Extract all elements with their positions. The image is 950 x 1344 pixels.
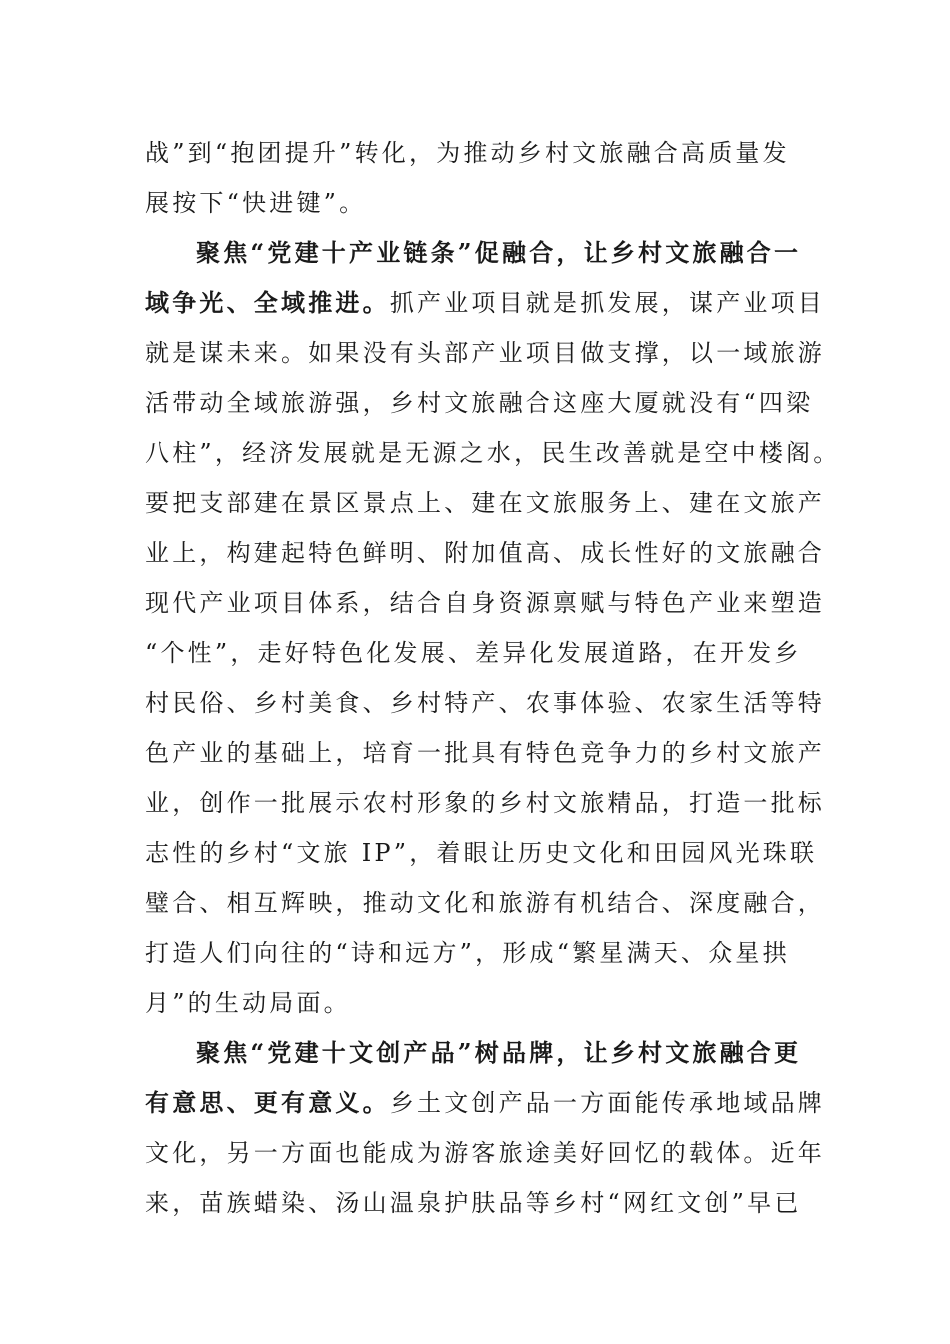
line-text: 战”到“抱团提升”转化，为推动乡村文旅融合高质量发 <box>145 139 790 167</box>
section-heading-line <box>145 228 805 278</box>
line-text: 业，创作一批展示农村形象的乡村文旅精品，打造一批标 <box>145 789 825 817</box>
line-text: 展按下“快进键”。 <box>145 189 367 217</box>
text-line <box>145 528 825 578</box>
section-heading: 有意思、更有意义。 <box>145 1088 390 1117</box>
text-line <box>145 278 826 328</box>
line-text: 活带动全域旅游强，乡村文旅融合这座大厦就没有“四梁 <box>145 389 814 417</box>
line-text: 月”的生动局面。 <box>145 989 351 1017</box>
text-line <box>145 478 825 528</box>
line-text: 乡土文创产品一方面能传承地域品牌 <box>389 1089 826 1117</box>
line-text: 色产业的基础上，培育一批具有特色竞争力的乡村文旅产 <box>145 739 825 767</box>
line-text: 业上，构建起特色鲜明、附加值高、成长性好的文旅融合 <box>145 539 825 567</box>
section-heading: 域争光、全域推进。 <box>145 288 390 317</box>
text-line <box>145 728 825 778</box>
text-line <box>145 378 814 428</box>
text-line <box>145 1128 825 1178</box>
line-text: 就是谋未来。如果没有头部产业项目做支撑，以一域旅游 <box>145 339 825 367</box>
line-text: 村民俗、乡村美食、乡村特产、农事体验、农家生活等特 <box>145 689 825 717</box>
line-text: 八柱”，经济发展就是无源之水，民生改善就是空中楼阁。 <box>145 439 841 467</box>
text-line <box>145 428 841 478</box>
text-line <box>145 878 825 928</box>
line-text: 来，苗族蜡染、汤山温泉护肤品等乡村“网红文创”早已 <box>145 1189 802 1217</box>
text-line <box>145 328 825 378</box>
section-heading: 聚焦“党建十产业链条”促融合，让乡村文旅融合一 <box>196 238 802 267</box>
text-line <box>145 178 805 228</box>
section-heading-line <box>145 1028 805 1078</box>
text-line <box>145 128 805 178</box>
text-line <box>145 1078 826 1128</box>
text-line <box>145 978 805 1028</box>
document-body <box>145 128 841 1228</box>
line-text: 文化，另一方面也能成为游客旅途美好回忆的载体。近年 <box>145 1139 825 1167</box>
line-text: 志性的乡村“文旅 IP”，着眼让历史文化和田园风光珠联 <box>145 839 818 867</box>
text-line <box>145 578 825 628</box>
line-text: 抓产业项目就是抓发展，谋产业项目 <box>389 289 826 317</box>
text-line <box>145 678 825 728</box>
text-line <box>145 928 805 978</box>
line-text: 璧合、相互辉映，推动文化和旅游有机结合、深度融合， <box>145 889 825 917</box>
text-line <box>145 628 805 678</box>
text-line <box>145 1178 805 1228</box>
text-line <box>145 828 818 878</box>
line-text: 打造人们向往的“诗和远方”，形成“繁星满天、众星拱 <box>145 939 790 967</box>
section-heading: 聚焦“党建十文创产品”树品牌，让乡村文旅融合更 <box>196 1038 802 1067</box>
line-text: 现代产业项目体系，结合自身资源禀赋与特色产业来塑造 <box>145 589 825 617</box>
text-line <box>145 778 825 828</box>
line-text: “个性”，走好特色化发展、差异化发展道路，在开发乡 <box>145 639 802 667</box>
line-text: 要把支部建在景区景点上、建在文旅服务上、建在文旅产 <box>145 489 825 517</box>
